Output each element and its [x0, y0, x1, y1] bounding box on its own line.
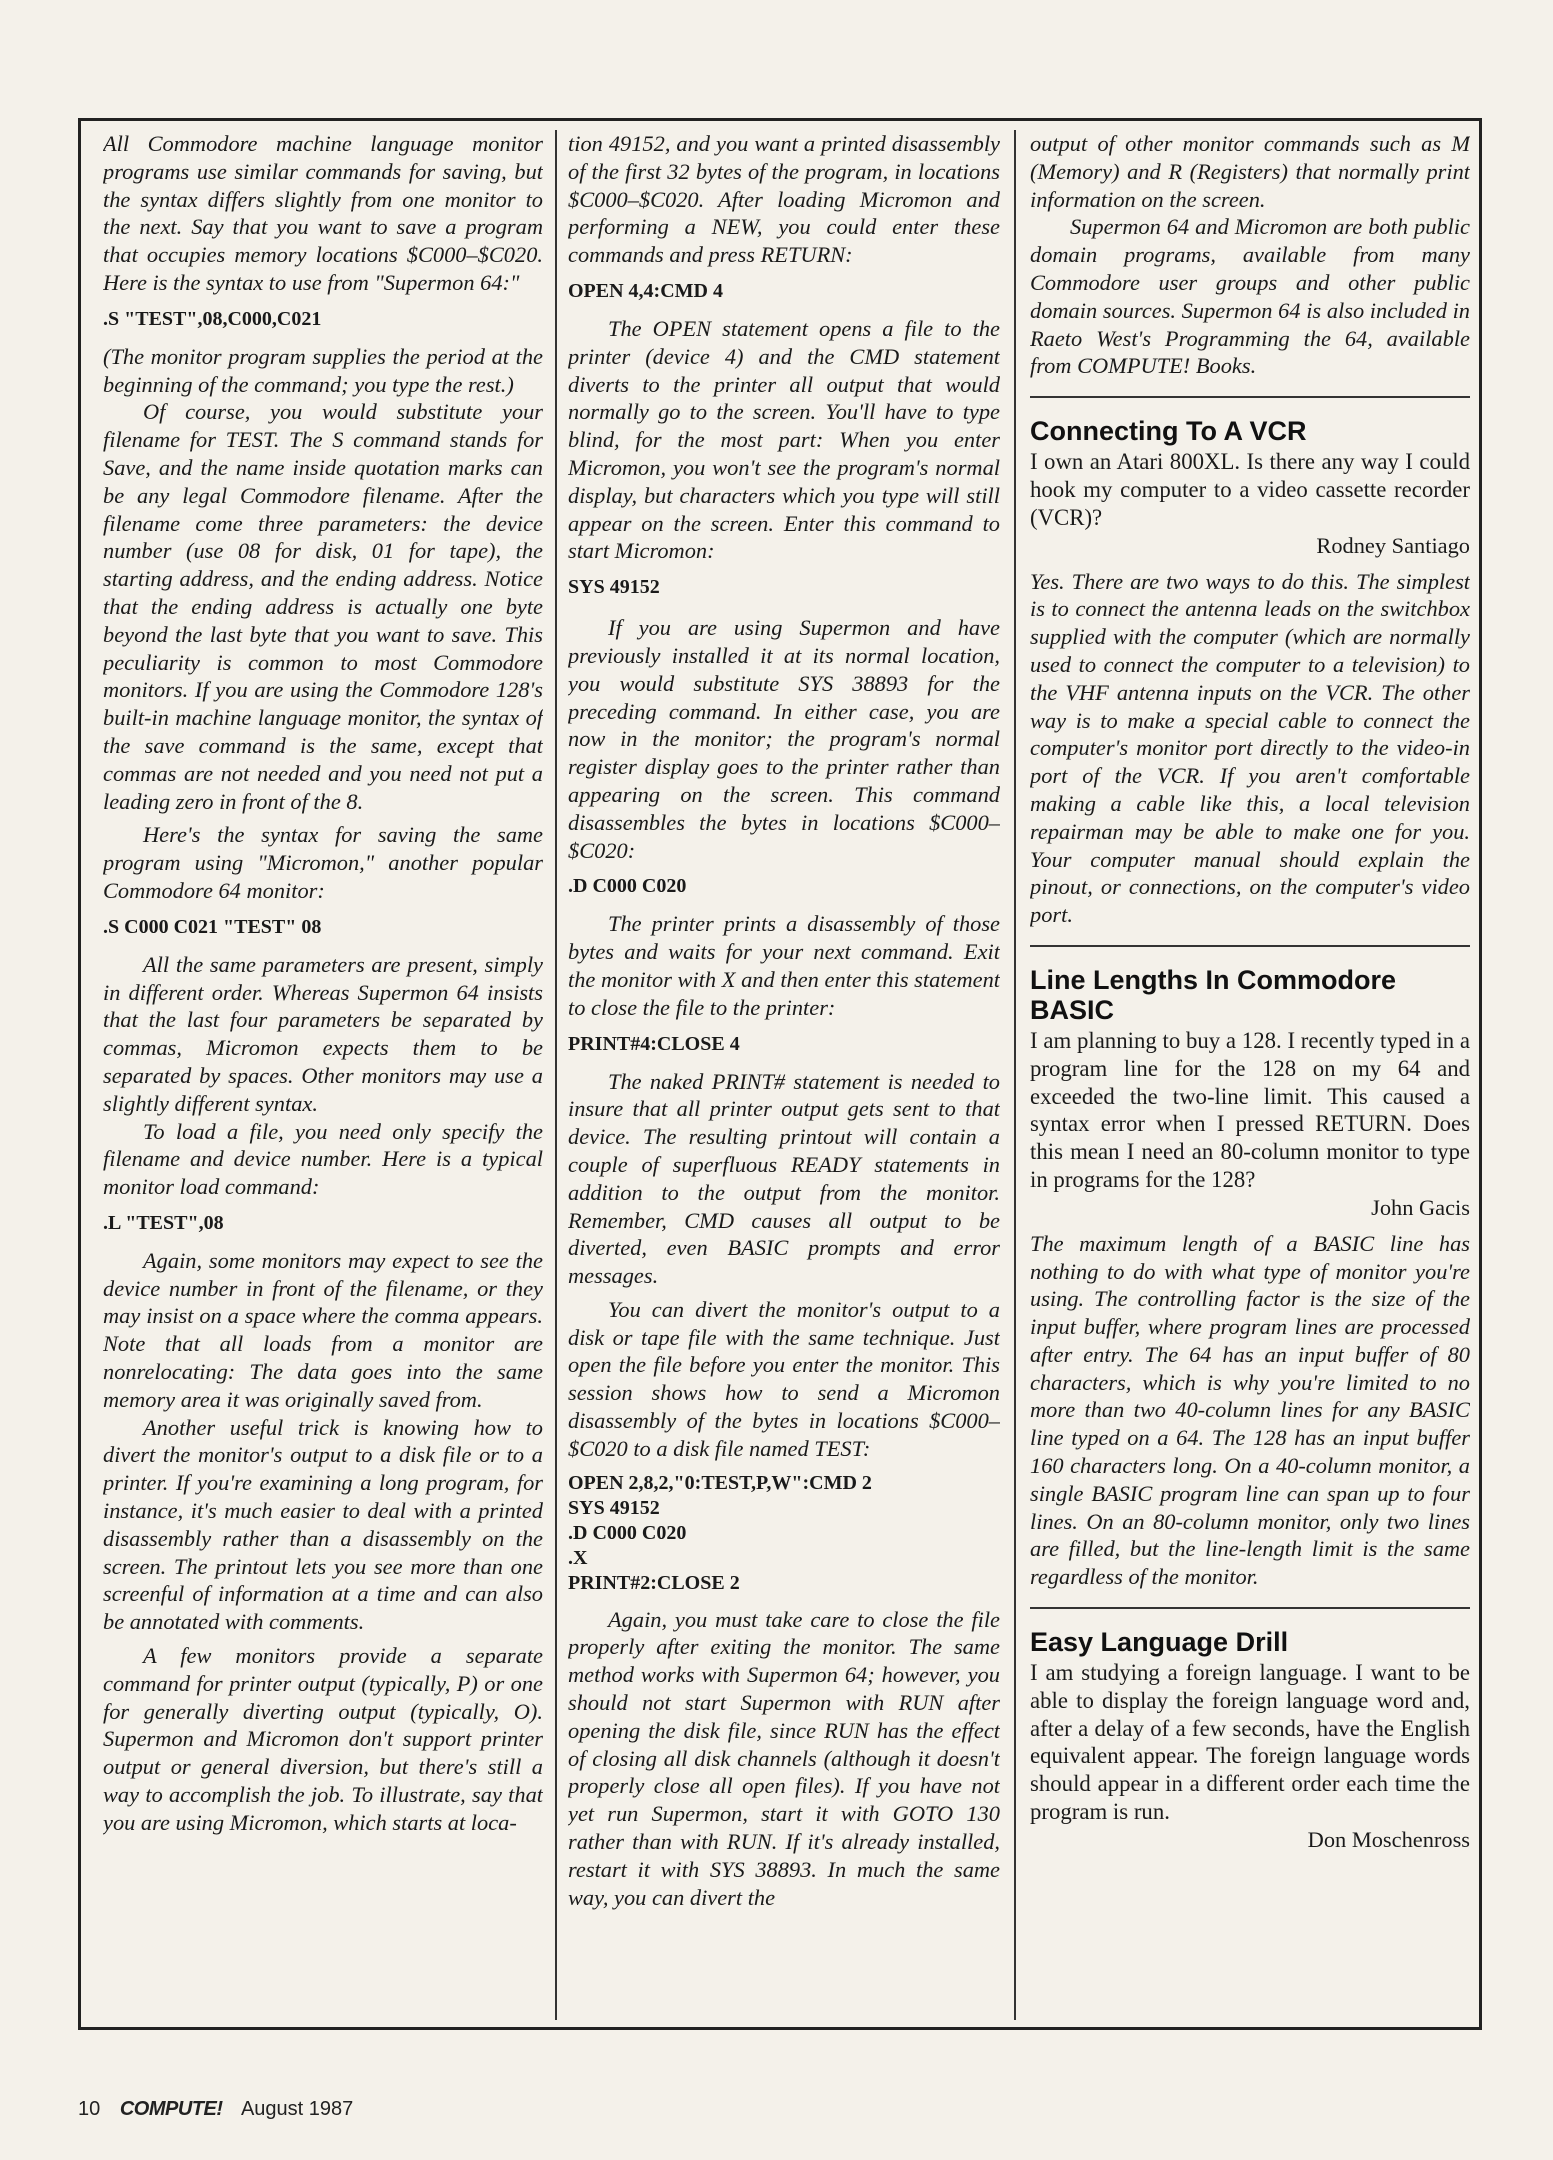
paragraph: Another useful trick is knowing how to divert the monitor's output to a disk file or to a printer. If you're examining a long program, for instance, it's much easier to deal with a printed disassembly rather than a disassembly on the screen. The printout lets you see more than one screenful of information at a time and can also be annotated with comments. — [103, 1414, 543, 1635]
code-line: .S C000 C021 "TEST" 08 — [103, 915, 322, 938]
section-title-vcr: Connecting To A VCR — [1030, 416, 1307, 447]
code-block — [568, 1471, 1000, 1596]
code-line: .D C000 C020 — [568, 875, 687, 898]
paragraph: The naked PRINT# statement is needed to insure that all printer output gets sent to that device. The resulting printout will contain a couple of superfluous READY statements in addition to the output from the monitor. Remember, CMD causes all output to be diverted, even BASIC prompts and error messages. — [568, 1068, 1000, 1289]
issue-date: August 1987 — [240, 2098, 354, 2120]
paragraph: All Commodore machine language monitor programs use similar commands for saving, but the syntax differs slightly from one monitor to the next. Say that you want to save a program that occupies memory locations $C000–$C020. Here is the syntax to use from "Supermon 64:" — [103, 131, 543, 295]
paragraph: To load a file, you need only specify the filename and device number. Here is a typical monitor load command: — [103, 1118, 543, 1200]
code-line: PRINT#2:CLOSE 2 — [568, 1571, 740, 1594]
paragraph: If you are using Supermon and have previously installed it at its normal location, you would substitute SYS 38893 for the preceding command. In either case, you are now in the monitor; the program's normal register display goes to the printer rather than appearing on the screen. This command disassembles the bytes in locations $C000–$C020: — [568, 615, 1000, 863]
signature: John Gacis — [1371, 1194, 1470, 1220]
answer: Yes. There are two ways to do this. The simplest is to connect the antenna leads on the switchbox supplied with the computer (which are normally used to connect the computer to a television) to the VHF antenna inputs on the VCR. The other way is to make a special cable to connect the computer's monitor port directly to the video-in port of the VCR. If you aren't comfortable making a cable like this, a local television repairman may be able to make one for you. Your computer manual should explain the pinout, or connections, on the computer's video port. — [1030, 568, 1470, 928]
code-line: OPEN 2,8,2,"0:TEST,P,W":CMD 2 — [568, 1471, 872, 1494]
code-line: .S "TEST",08,C000,C021 — [103, 307, 322, 330]
paragraph: output of other monitor commands such as M (Memory) and R (Registers) that normally print information on the screen. — [1030, 131, 1470, 212]
paragraph: The printer prints a disassembly of those bytes and waits for your next command. Exit the monitor with X and then enter this statement to close the file to the printer: — [568, 911, 1000, 1020]
paragraph: (The monitor program supplies the period at the beginning of the command; you type the rest.) — [103, 343, 543, 397]
code-line: .D C000 C020 — [568, 1521, 687, 1544]
paragraph: The OPEN statement opens a file to the printer (device 4) and the CMD statement diverts to the printer all output that would normally go to the screen. You'll have to type blind, for the most part: When you enter Micromon, you won't see the program's normal display, but characters which you type will still appear on the screen. Enter this command to start Micromon: — [568, 315, 1000, 564]
paragraph: Here's the syntax for saving the same program using "Micromon," another popular Commodore 64 monitor: — [103, 822, 543, 903]
paragraph: All the same parameters are present, simply in different order. Whereas Supermon 64 insists that the last four parameters be separated by commas, Micromon expects them to be separated by spaces. Other monitors may use a slightly different syntax. — [103, 951, 543, 1116]
page-footer — [78, 2098, 353, 2121]
column-2 — [568, 130, 1000, 2015]
section-divider — [1030, 945, 1470, 947]
section-divider — [1030, 396, 1470, 398]
answer: The maximum length of a BASIC line has nothing to do with what type of monitor you're using. The controlling factor is the size of the input buffer, where program lines are processed after entry. The 64 has an input buffer of 80 characters, which is why you're limited to no more than two 40-column lines for any BASIC line typed on a 64. The 128 has an input buffer 160 characters long. On a 40-column monitor, a single BASIC program line can span up to four lines. On an 80-column monitor, only two lines are filled, but the line-length limit is the same regardless of the monitor. — [1030, 1230, 1470, 1590]
question: I own an Atari 800XL. Is there any way I could hook my computer to a video cassette recorder (VCR)? — [1030, 449, 1470, 530]
paragraph: A few monitors provide a separate command for printer output (typically, P) or one for generally diverting output (typically, O). Supermon and Micromon don't support printer output or general diversion, but there's still a way to accomplish the job. To illustrate, say that you are using Micromon, which starts at loca- — [103, 1643, 543, 1835]
paragraph: Again, you must take care to close the file properly after exiting the monitor. The same method works with Supermon 64; however, you should not start Supermon with RUN after opening the disk file, since RUN has the effect of closing all disk channels (although it doesn't properly close all open files). If you have not yet run Supermon, start it with GOTO 130 rather than with RUN. If it's already installed, restart it with SYS 38893. In much the same way, you can divert the — [568, 1606, 1000, 1910]
question: I am planning to buy a 128. I recently typed in a program line for the 128 on my 64 and exceeded the two-line limit. This caused a syntax error when I pressed RETURN. Does this mean I need an 80-column monitor to type in programs for the 128? — [1030, 1027, 1470, 1192]
column-1 — [103, 130, 543, 2015]
paragraph: Again, some monitors may expect to see the device number in front of the filename, or they may insist on a space where the comma appears. Note that all loads from a monitor are nonrelocating: The data goes into the same memory area it was originally saved from. — [103, 1247, 543, 1412]
section-divider — [1030, 1607, 1470, 1609]
paragraph: You can divert the monitor's output to a disk or tape file with the same technique. Just open the file before you enter the monitor. This session shows how to send a Micromon disassembly of the bytes in locations $C000–$C020 to a disk file named TEST: — [568, 1296, 1000, 1461]
code-line: .X — [568, 1546, 588, 1569]
signature: Don Moschenross — [1307, 1826, 1470, 1852]
column-3 — [1030, 130, 1470, 2015]
paragraph: tion 49152, and you want a printed disassembly of the first 32 bytes of the program, in locations $C000–$C020. After loading Micromon and performing a NEW, you could enter these commands and press RETURN: — [568, 131, 1000, 268]
column-divider — [555, 130, 557, 2020]
page-number: 10 — [78, 2098, 101, 2120]
signature: Rodney Santiago — [1316, 532, 1470, 558]
question: I am studying a foreign language. I want to be able to display the foreign language word and, after a delay of a few seconds, have the English equivalent appear. The foreign language words should appear in a different order each time the program is run. — [1030, 1660, 1470, 1825]
code-line: OPEN 4,4:CMD 4 — [568, 279, 723, 302]
paragraph: Of course, you would substitute your filename for TEST. The S command stands for Save, and the name inside quotation marks can be any legal Commodore filename. After the filename come three parameters: the device number (use 08 for disk, 01 for tape), the starting address, and the ending address. Notice that the ending address is actually one byte beyond the last byte that you want to save. This peculiarity is common to most Commodore monitors. If you are using the Commodore 128's built-in machine language monitor, the syntax of the save command is the same, except that commas are not needed and you need not put a leading zero in front of the 8. — [103, 399, 543, 814]
code-line: .L "TEST",08 — [103, 1211, 224, 1234]
code-line: SYS 49152 — [568, 1496, 660, 1519]
column-divider — [1014, 130, 1016, 2020]
section-title-language-drill: Easy Language Drill — [1030, 1627, 1289, 1658]
magazine-name: COMPUTE! — [119, 2098, 223, 2120]
section-title-line-lengths: Line Lengths In Commodore BASIC — [1030, 964, 1397, 1025]
code-line: PRINT#4:CLOSE 4 — [568, 1032, 740, 1055]
paragraph: Supermon 64 and Micromon are both public domain programs, available from many Commodore user groups and other public domain sources. Supermon 64 is also included in Raeto West's Programming the 64, available from COMPUTE! Books. — [1030, 214, 1470, 379]
code-line: SYS 49152 — [568, 576, 660, 599]
